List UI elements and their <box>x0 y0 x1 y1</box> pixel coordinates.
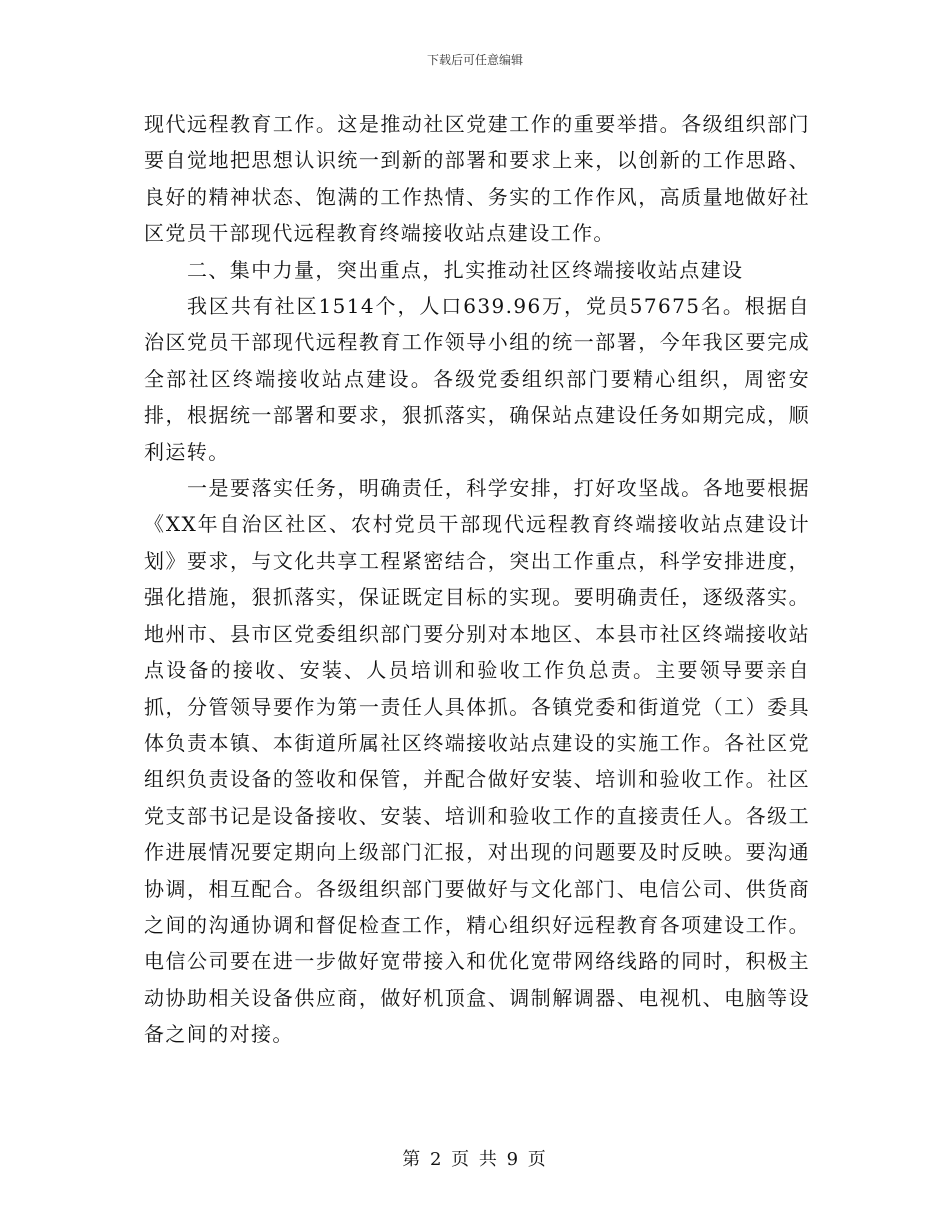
paragraph-community-overview: 我区共有社区1514个，人口639.96万，党员57675名。根据自治区党员干部现代远程教育工作领导小组的统一部署，今年我区要完成全部社区终端接收站点建设。各级党委组织部门要精心组织，周密安排，根据统一部署和要求，狠抓落实，确保站点建设任务如期完成，顺利运转。 <box>144 294 810 464</box>
paragraph-task-responsibility: 一是要落实任务，明确责任，科学安排，打好攻坚战。各地要根据《XX年自治区社区、农村党员干部现代远程教育终端接收站点建设计划》要求，与文化共享工程紧密结合，突出工作重点，科学安排进度，强化措施，狠抓落实，保证既定目标的实现。要明确责任，逐级落实。地州市、县市区党委组织部门要分别对本地区、本县市社区终端接收站点设备的接收、安装、人员培训和验收工作负总责。主要领导要亲自抓，分管领导要作为第一责任人具体抓。各镇党委和街道党（工）委具体负责本镇、本街道所属社区终端接收站点建设的实施工作。各社区党组织负责设备的签收和保管，并配合做好安装、培训和验收工作。社区党支部书记是设备接收、安装、培训和验收工作的直接责任人。各级工作进展情况要定期向上级部门汇报，对出现的问题要及时反映。要沟通协调，相互配合。各级组织部门要做好与文化部门、电信公司、供货商之间的沟通协调和督促检查工作，精心组织好远程教育各项建设工作。电信公司要在进一步做好宽带接入和优化宽带网络线路的同时，积极主动协助相关设备供应商，做好机顶盒、调制解调器、电视机、电脑等设备之间的对接。 <box>144 476 810 1047</box>
page-number-footer: 第 2 页 共 9 页 <box>402 1149 548 1170</box>
page-header-note: 下载后可任意编辑 <box>426 53 523 67</box>
paragraph-continuation: 现代远程教育工作。这是推动社区党建工作的重要举措。各级组织部门要自觉地把思想认识统一到新的部署和要求上来，以创新的工作思路、良好的精神状态、饱满的工作热情、务实的工作作风，高质量地做好社区党员干部现代远程教育终端接收站点建设工作。 <box>144 112 810 246</box>
document-body <box>144 106 810 1053</box>
section-heading: 二、集中力量，突出重点，扎实推动社区终端接收站点建设 <box>187 257 744 282</box>
